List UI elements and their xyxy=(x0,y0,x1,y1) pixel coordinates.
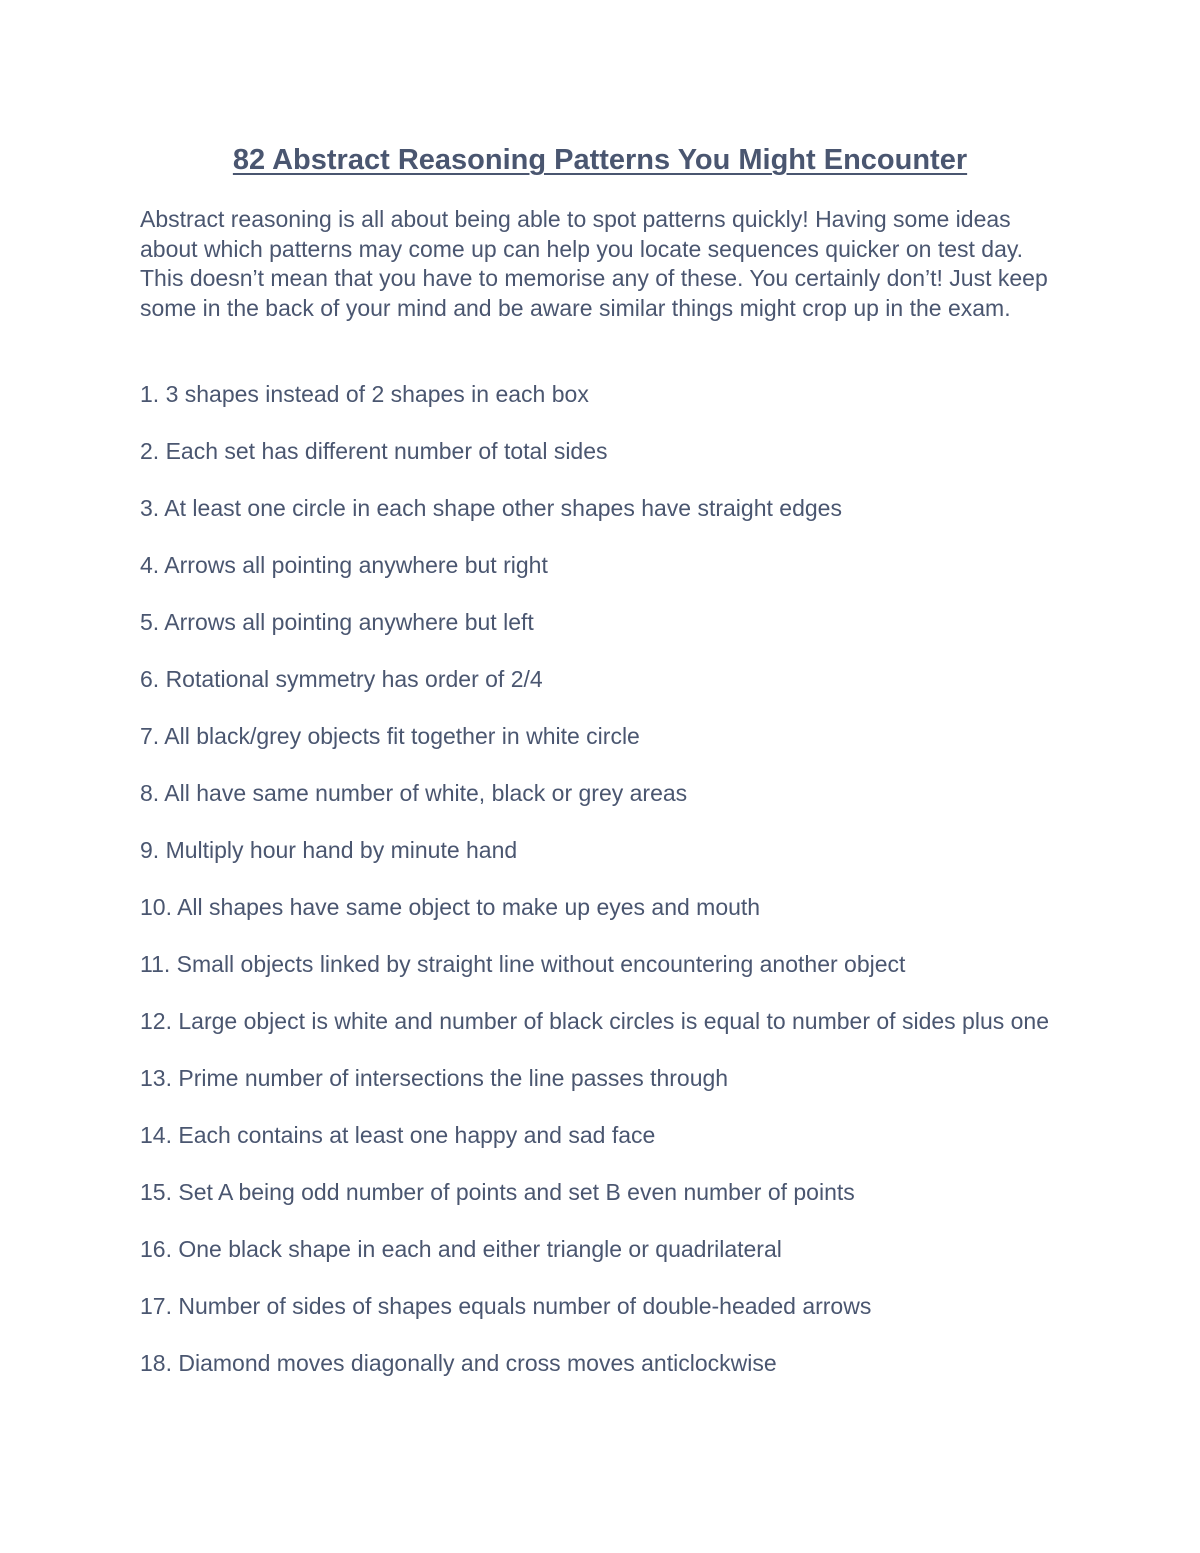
list-item: 13. Prime number of intersections the line passes through xyxy=(140,1065,729,1091)
list-item: 9. Multiply hour hand by minute hand xyxy=(140,837,518,863)
list-item: 17. Number of sides of shapes equals number of double-headed arrows xyxy=(140,1293,872,1319)
list-item: 15. Set A being odd number of points and set B even number of points xyxy=(140,1179,855,1205)
pattern-list xyxy=(140,380,1060,1406)
list-item: 8. All have same number of white, black or grey areas xyxy=(140,780,688,806)
intro-paragraph: Abstract reasoning is all about being able to spot patterns quickly! Having some ideas about which patterns may come up can help you locate sequences quicker on test day. This doesn’t mean that you have to memorise any of these. You certainly don’t! Just keep some in the back of your mind and be aware similar things might crop up in the exam. xyxy=(140,206,1048,321)
list-item: 18. Diamond moves diagonally and cross moves anticlockwise xyxy=(140,1350,777,1376)
list-item: 11. Small objects linked by straight line without encountering another object xyxy=(140,951,906,977)
list-item: 3. At least one circle in each shape other shapes have straight edges xyxy=(140,495,842,521)
document-title: 82 Abstract Reasoning Patterns You Might Encounter xyxy=(232,144,968,176)
list-item: 7. All black/grey objects fit together in white circle xyxy=(140,723,640,749)
list-item: 2. Each set has different number of total sides xyxy=(140,438,608,464)
list-item: 12. Large object is white and number of black circles is equal to number of sides plus one xyxy=(140,1008,1050,1034)
list-item: 14. Each contains at least one happy and sad face xyxy=(140,1122,656,1148)
list-item: 16. One black shape in each and either triangle or quadrilateral xyxy=(140,1236,782,1262)
list-item: 10. All shapes have same object to make up eyes and mouth xyxy=(140,894,761,920)
list-item: 4. Arrows all pointing anywhere but right xyxy=(140,552,548,578)
list-item: 1. 3 shapes instead of 2 shapes in each box xyxy=(140,381,589,407)
list-item: 6. Rotational symmetry has order of 2/4 xyxy=(140,666,543,692)
list-item: 5. Arrows all pointing anywhere but left xyxy=(140,609,534,635)
